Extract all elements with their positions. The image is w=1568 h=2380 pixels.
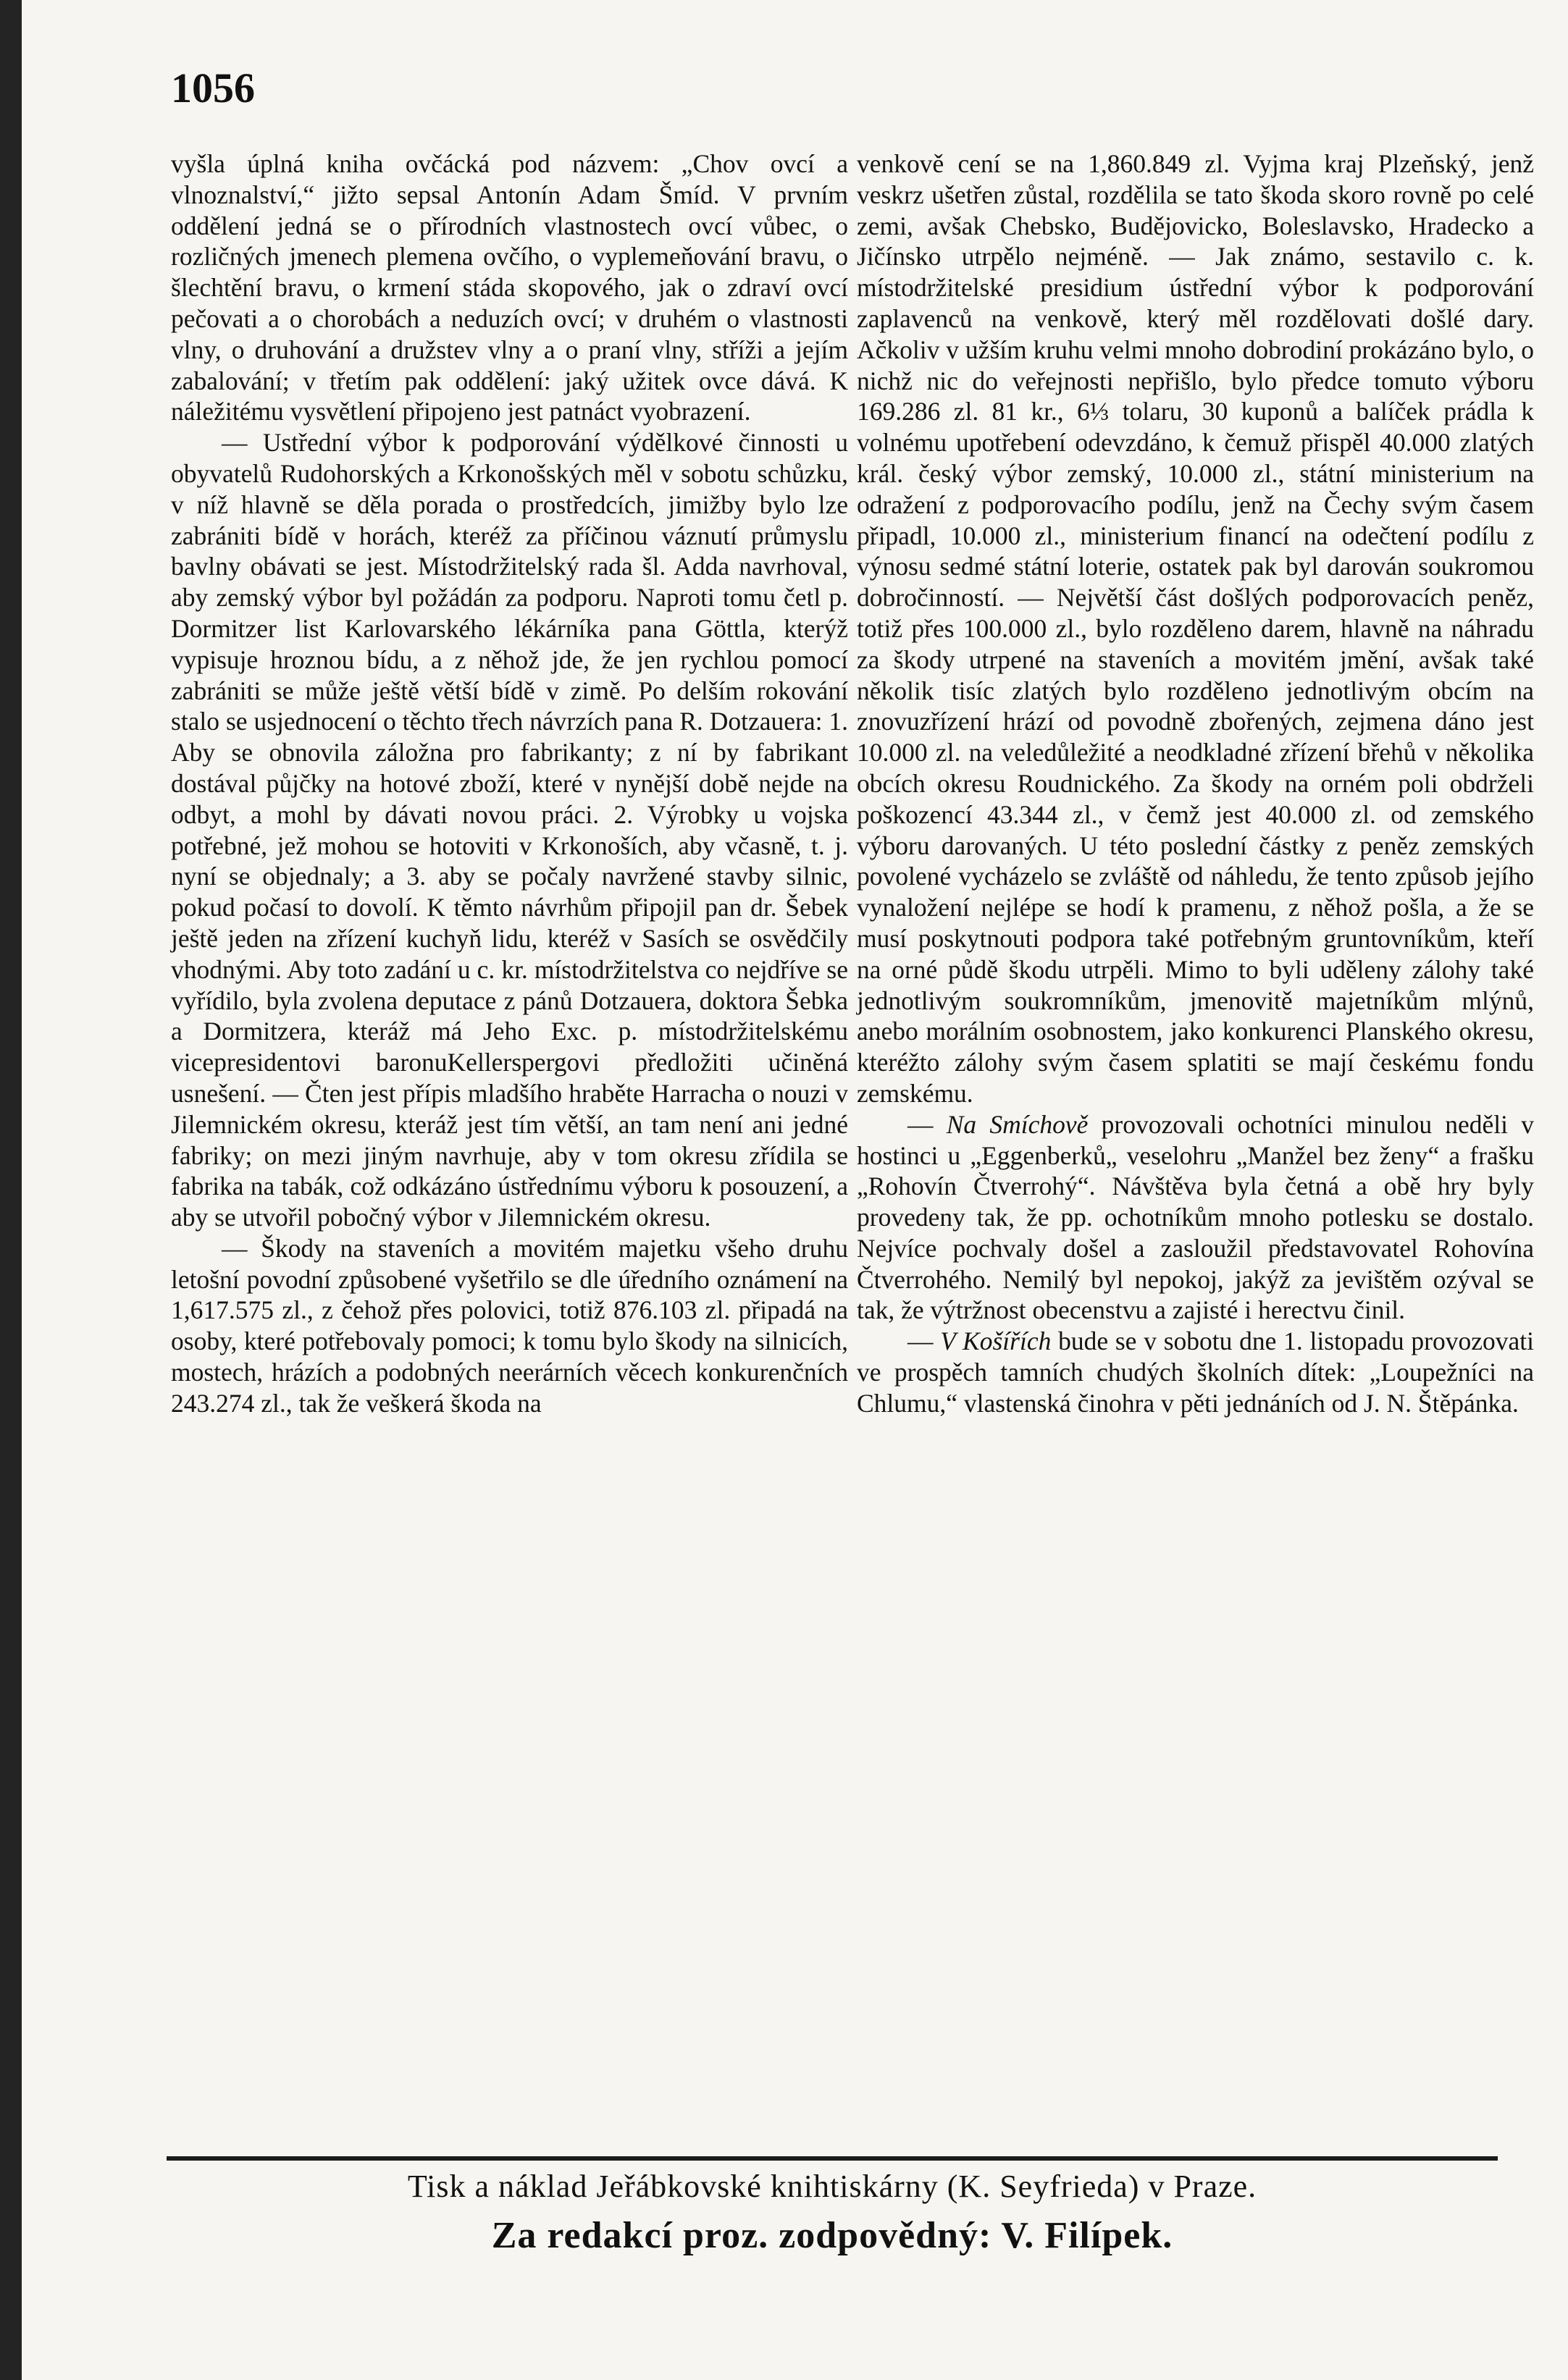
footer-rule: [167, 2156, 1498, 2161]
article-sheep-book: vyšla úplná kniha ovčácká pod názvem: „Chov ovcí a vlnoznalství,“ jižto sepsal Antonín Adam Šmíd. V prvním oddělení jedná se o přírodních vlastnostech ovcí vůbec, o rozličných jmenech plemena ovčího, o vyplemeňování bravu, o šlechtění bravu, o krmení stáda skopového, jak o zdraví ovcí pečovati a o chorobách a neduzích ovcí; v druhém o vlastnosti vlny, o druhování a družstev vlny a o praní vlny, stříži a jejím zabalování; v třetím pak oddělení: jaký užitek ovce dává. K náležitému vysvětlení připojeno jest patnáct vyobrazení.: [171, 149, 848, 426]
article-flood-damage-continued: venkově cení se na 1,860.849 zl. Vyjma kraj Plzeňský, jenž veskrz ušetřen zůstal, rozdělila se tato škoda skoro rovně po celé zemi, avšak Chebsko, Budějovicko, Boleslavsko, Hradecko a Jičínsko utrpělo nejméně. — Jak známo, sestavilo c. k. místodržitelské presidium ústřední výbor k podporování zaplavenců na venkově, který měl rozdělovati došlé dary. Ačkoliv v užším kruhu velmi mnoho dobrodiní prokázáno bylo, o nichž nic do veřejnosti nepřišlo, bylo předce tomuto výboru 169.286 zl. 81 kr., 6⅓ tolaru, 30 kuponů a balíček prádla k volnému upotřebení odevzdáno, k čemuž přispěl 40.000 zlatých král. český výbor zemský, 10.000 zl., státní ministerium na odražení z podporovacího podílu, jenž na Čechy svým časem připadl, 10.000 zl., ministerium financí na odečtení podílu z výnosu sedmé státní loterie, ostatek pak byl darován soukromou dobročinností. — Největší část došlých podporovacích peněz, totiž přes 100.000 zl., bylo rozděleno darem, hlavně na náhradu za škody utrpené na staveních a movitém jmění, avšak také několik tisíc zlatých bylo rozděleno jednotlivým obcím na znovuzřízení hrází od povodně zbořených, zejmena dáno jest 10.000 zl. na veledůležité a neodkladné zřízení břehů v několika obcích okresu Roudnického. Za škody na orném poli obdrželi poškozencí 43.344 zl., v čemž jest 40.000 zl. od zemského výboru darovaných. U této poslední částky z peněz zemských povolené vycházelo se zvláště od náhledu, že tento způsob jejího vynaložení nejlépe se hodí k pramenu, z něhož pošla, a že se musí poskytnouti podpora také potřebným gruntovníkům, kteří na orné půdě škodu utrpěli. Mimo to byli uděleny zálohy také jednotlivým soukromníkům, jmenovitě majetníkům mlýnů, anebo morálním osobnostem, jako konkurenci Planského okresu, kteréžto zálohy svým časem splatiti se mají českému fondu zemskému.: [857, 149, 1534, 1108]
right-column: [857, 148, 1534, 1419]
article-relief-committee: — Ustřední výbor k podporování výdělkové činnosti u obyvatelů Rudohorských a Krkonošských měl v sobotu schůzku, v níž hlavně se děla porada o prostředcích, jimižby bylo lze zabrániti bídě v horách, kteréž za příčinou váznutí průmyslu bavlny obávati se jest. Místodržitelský rada šl. Adda navrhoval, aby zemský výbor byl požádán za podporu. Naproti tomu četl p. Dormitzer list Karlovarského lékárníka pana Göttla, kterýž vypisuje hroznou bídu, a z něhož jde, že jen rychlou pomocí zabrániti se může ještě větší bídě v zimě. Po delším rokování stalo se usjednocení o těchto třech návrzích pana R. Dotzauera: 1. Aby se obnovila záložna pro fabrikanty; z ní by fabrikant dostával půjčky na hotové zboží, které v nynější době nejde na odbyt, a mohl by dávati novou práci. 2. Výrobky u vojska potřebné, jež mohou se hotoviti v Krkonoších, aby včasně, t. j. nyní se objednaly; a 3. aby se počaly navržené stavby silnic, pokud počasí to dovolí. K těmto návrhům připojil pan dr. Šebek ještě jeden na zřízení kuchyň lidu, kteréž v Sasích se osvědčily vhodnými. Aby toto zadání u c. kr. místodržitelstva co nejdříve se vyřídilo, byla zvolena deputace z pánů Dotzauera, doktora Šebka a Dormitzera, kteráž má Jeho Exc. p. místodržitelskému vicepresidentovi baronuKellerspergovi předložiti učiněná usnešení. — Čten jest přípis mladšího hraběte Harracha o nouzi v Jilemnickém okresu, kteráž jest tím větší, an tam není ani jedné fabriky; on mezi jiným navrhuje, aby v tom okresu zřídila se fabrika na tabák, což odkázáno ústřednímu výboru k posouzení, a aby se utvořil pobočný výbor v Jilemnickém okresu.: [171, 428, 848, 1232]
article-kosire-theatre: [857, 1326, 1534, 1418]
place-name: V Košířích: [940, 1326, 1052, 1356]
left-column: [171, 148, 848, 1419]
dash: —: [907, 1109, 947, 1139]
printer-imprint: Tisk a náklad Jeřábkovské knihtiskárny (K. Seyfrieda) v Praze.: [407, 2169, 1257, 2204]
editor-imprint: Za redakcí proz. zodpovědný: V. Filípek.: [491, 2215, 1173, 2256]
binding-edge: [0, 0, 22, 2380]
article-flood-damage: — Škody na staveních a movitém majetku všeho druhu letošní povodní způsobené vyšetřilo se dle úředního oznámení na 1,617.575 zl., z čehož přes polovici, totiž 876.103 zl. připadá na osoby, které potřebovaly pomoci; k tomu bylo škody na silnicích, mostech, hrázích a podobných neerárních věcech konkurenčních 243.274 zl., tak že veškerá škoda na: [171, 1233, 848, 1418]
article-text: bude se v sobotu dne 1. listopadu provozovati ve prospěch tamních chudých školních dítek: „Loupežníci na Chlumu,“ vlastenská činohra v pěti jednáních od J. N. Štěpánka.: [857, 1326, 1534, 1418]
article-text: provozovali ochotníci minulou neděli v hostinci u „Eggenberků„ veselohru „Manžel bez ženy“ a frašku „Rohovín Čtverrohý“. Návštěva byla četná a obě hry byly provedeny tak, že pp. ochotníkům mnoho potlesku se dostalo. Nejvíce pochvaly došel a zasloužil představovatel Rohovína Čtverrohého. Nemilý byl nepokoj, jakýž za jevištěm ozýval se tak, že výtržnost obecenstvu a zajisté i herectvu činil.: [857, 1109, 1535, 1325]
place-name: Na Smíchově: [946, 1109, 1089, 1139]
page-number: 1056: [171, 64, 255, 112]
dash: —: [907, 1326, 941, 1356]
article-smichov-theatre: [857, 1109, 1534, 1326]
